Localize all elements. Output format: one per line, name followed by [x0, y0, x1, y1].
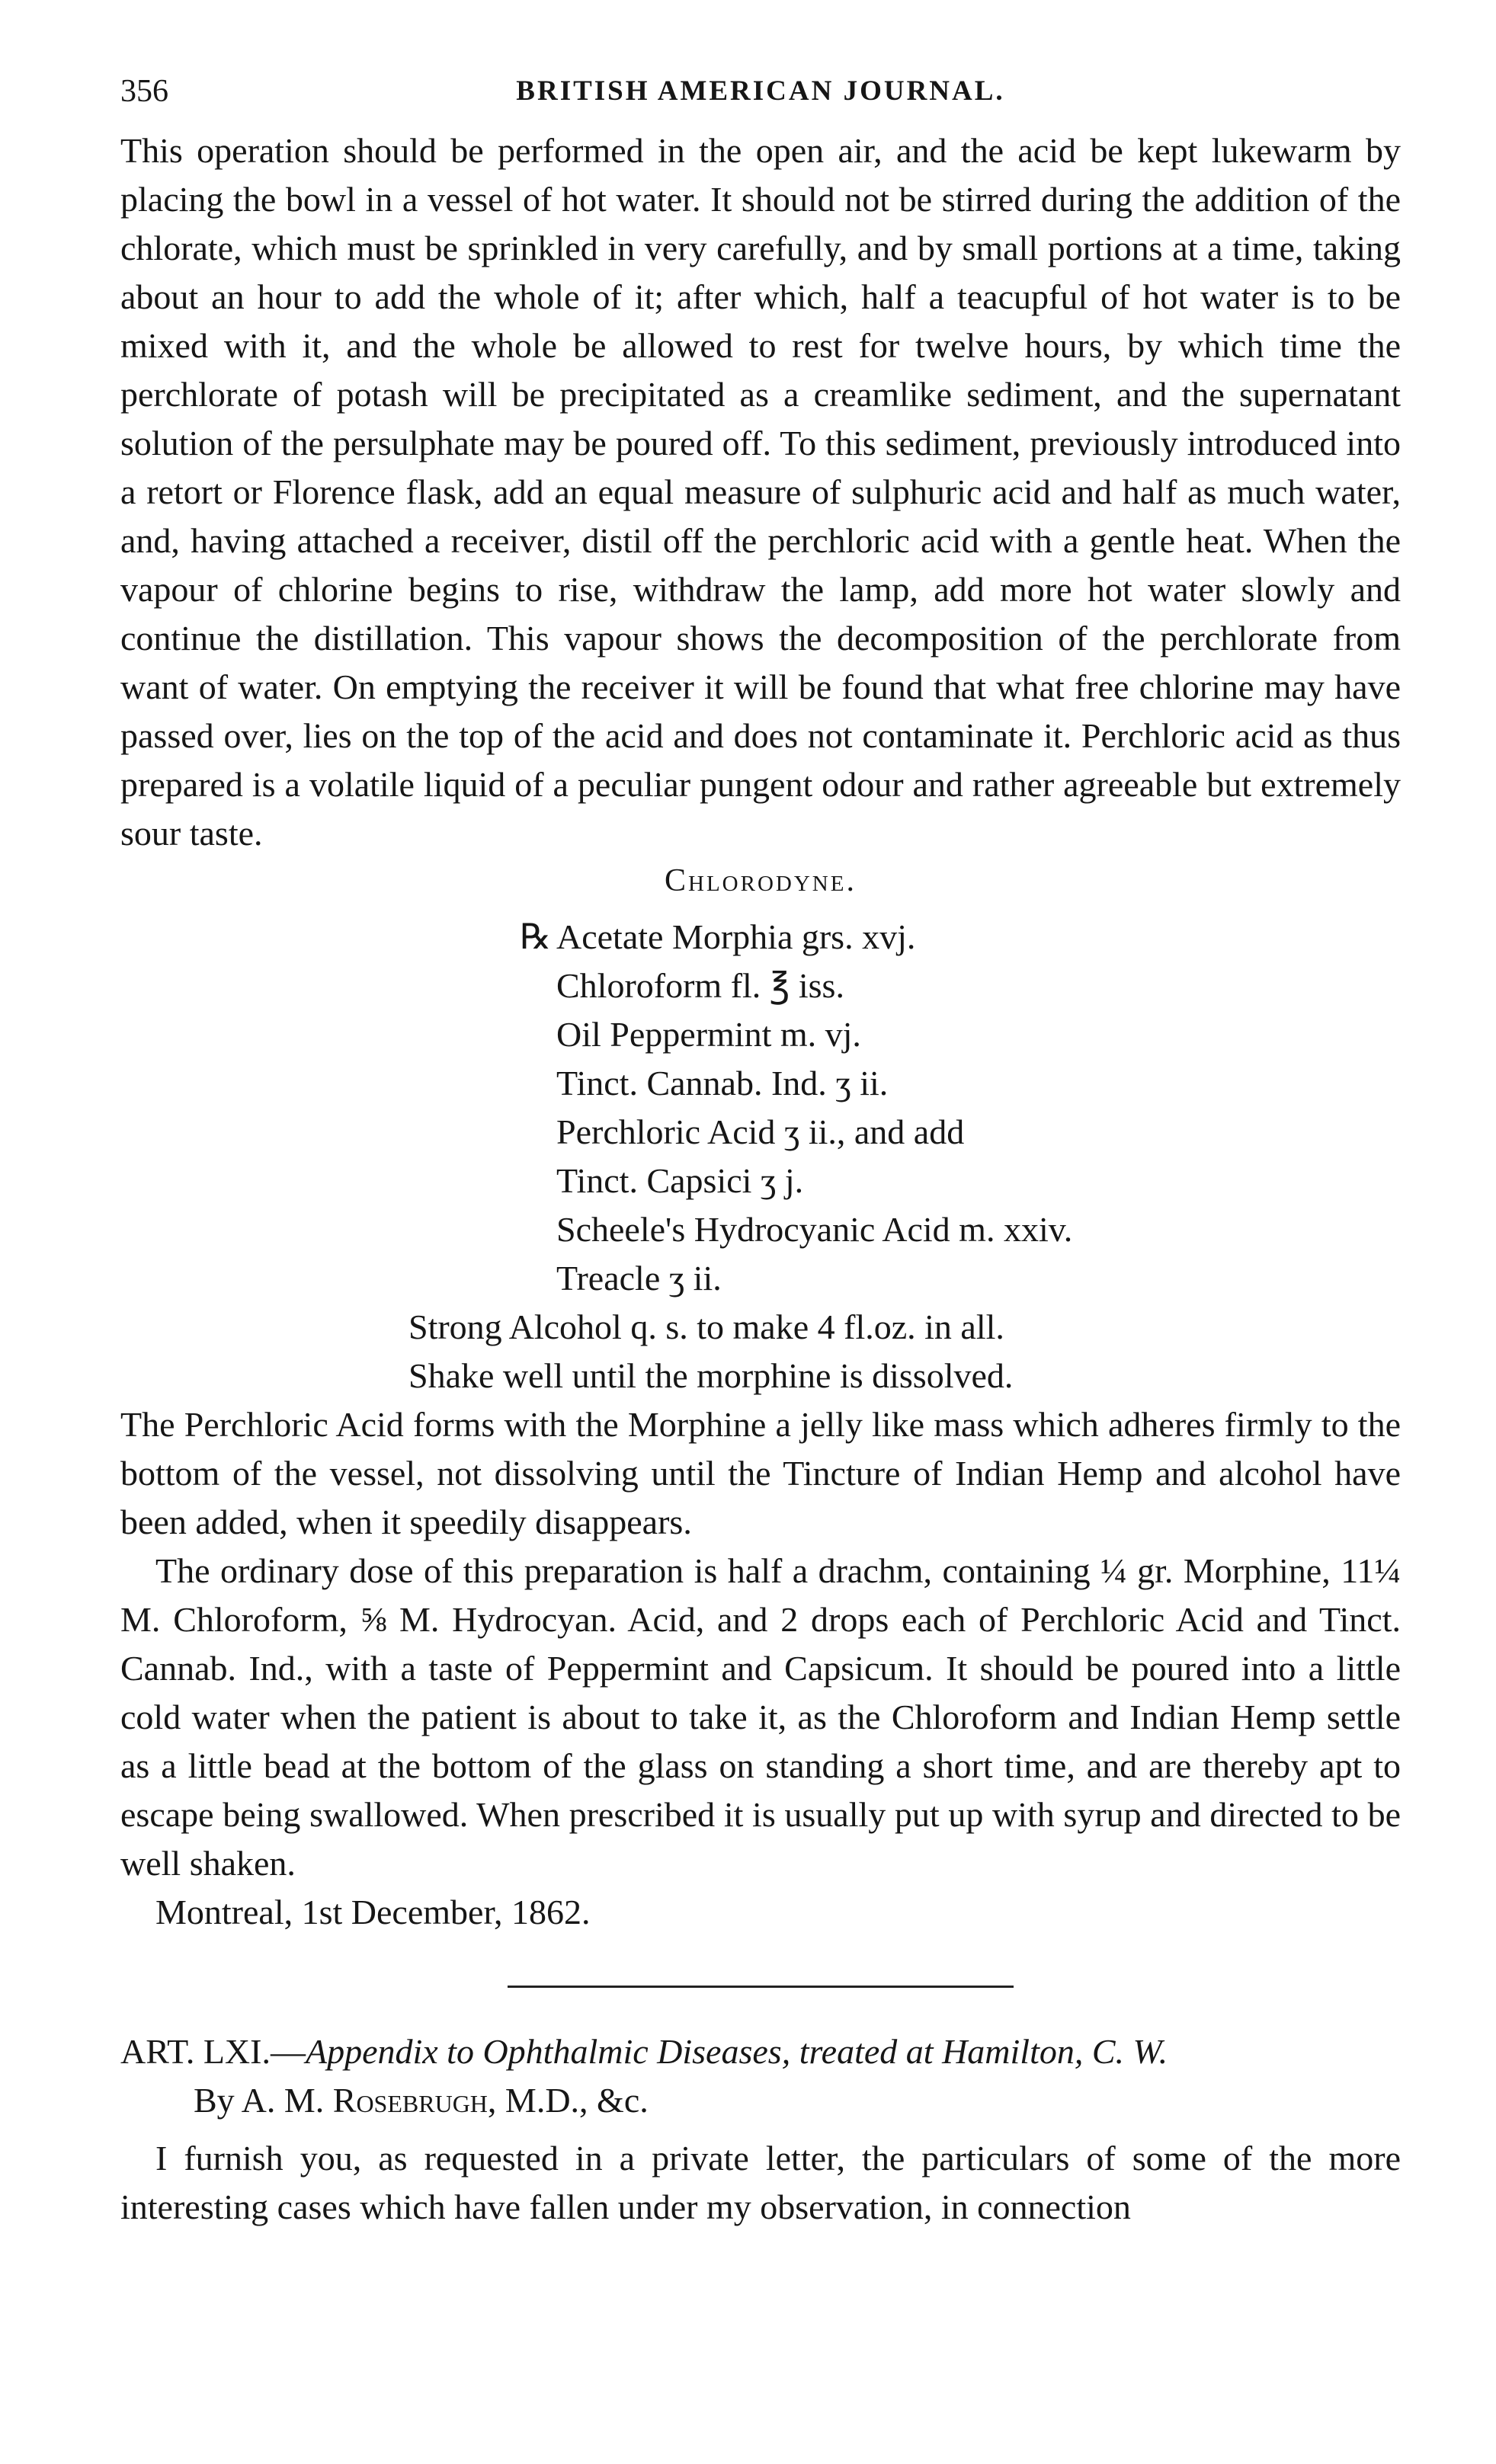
- recipe-ingredient: Chloroform fl. ℥ iss.: [556, 966, 844, 1005]
- article-title: Appendix to Ophthalmic Diseases, treated at Hamilton, C. W.: [305, 2032, 1168, 2071]
- recipe-heading: Chlorodyne.: [665, 863, 857, 898]
- opening-paragraph: This operation should be performed in the open air, and the acid be kept lukewarm by placing the bowl in a vessel of hot water. It should not be stirred during the addition of the chlorate, which must be sprinkled in very carefully, and by small portions at a time, taking about an hour to add the whole of it; after which, half a teacupful of hot water is to be mixed with it, and the whole be allowed to rest for twelve hours, by which time the perchlorate of potash will be precipitated as a creamlike sediment, and the supernatant solution of the persulphate may be poured off. To this sediment, previously introduced into a retort or Florence flask, add an equal measure of sulphuric acid and half as much water, and, having attached a receiver, distil off the perchloric acid with a gentle heat. When the vapour of chlorine begins to rise, withdraw the lamp, add more hot water slowly and continue the distillation. This vapour shows the decomposition of the perchlorate from want of water. On emptying the receiver it will be found that what free chlorine may have passed over, lies on the top of the acid and does not contaminate it. Perchloric acid as thus prepared is a volatile liquid of a peculiar pungent odour and rather agreeable but extremely sour taste.: [120, 131, 1401, 853]
- recipe-ingredient: Oil Peppermint m. vj.: [556, 1015, 861, 1054]
- paragraph-jelly: The Perchloric Acid forms with the Morphine a jelly like mass which adheres firmly to the bottom of the vessel, not dissolving until the Tincture of Indian Hemp and alcohol have been added, when it speedily disappears.: [120, 1405, 1401, 1541]
- section-divider: [508, 1986, 1014, 1988]
- recipe-instruction: Shake well until the morphine is dissolved.: [408, 1356, 1014, 1395]
- article-number: ART. LXI.—: [120, 2032, 306, 2071]
- recipe-ingredient: Treacle ʒ ii.: [556, 1259, 722, 1298]
- ingredient-text: Acetate Morphia grs. xvj.: [556, 917, 916, 956]
- article-byline: [120, 2076, 1401, 2125]
- byline-prefix: By A. M.: [194, 2081, 333, 2120]
- recipe-ingredient: Tinct. Cannab. Ind. ʒ ii.: [556, 1064, 889, 1102]
- paragraph-dose: The ordinary dose of this preparation is half a drachm, containing ¼ gr. Morphine, 11¼ M. Chloroform, ⅝ M. Hydrocyan. Acid, and 2 drops each of Perchloric Acid and Tinct. Cannab. Ind., with a taste of Peppermint and Capsicum. It should be poured into a little cold water when the patient is about to take it, as the Chloroform and Indian Hemp settle as a little bead at the bottom of the glass on standing a short time, and are thereby apt to escape being swallowed. When prescribed it is usually put up with syrup and directed to be well shaken.: [120, 1551, 1401, 1883]
- signoff-dateline: Montreal, 1st December, 1862.: [155, 1893, 591, 1931]
- recipe-instruction: Strong Alcohol q. s. to make 4 fl.oz. in all.: [408, 1307, 1004, 1346]
- page-number: 356: [120, 74, 168, 109]
- article-heading: [120, 2027, 1401, 2076]
- journal-page: [120, 73, 1401, 2232]
- article-first-paragraph: I furnish you, as requested in a private letter, the particulars of some of the more interesting cases which have fallen under my observation, in connection: [120, 2139, 1401, 2226]
- recipe-ingredient: Tinct. Capsici ʒ j.: [556, 1161, 804, 1200]
- recipe-ingredient: [120, 913, 1401, 962]
- recipe-block: [120, 913, 1401, 1400]
- recipe-ingredient: Perchloric Acid ʒ ii., and add: [556, 1112, 965, 1151]
- byline-suffix: , M.D., &c.: [487, 2081, 649, 2120]
- journal-title: BRITISH AMERICAN JOURNAL.: [516, 75, 1005, 107]
- recipe-ingredient: Scheele's Hydrocyanic Acid m. xxiv.: [556, 1210, 1073, 1249]
- author-name: Rosebrugh: [332, 2081, 488, 2120]
- rx-symbol: ℞: [520, 917, 552, 956]
- running-head: [120, 73, 1401, 126]
